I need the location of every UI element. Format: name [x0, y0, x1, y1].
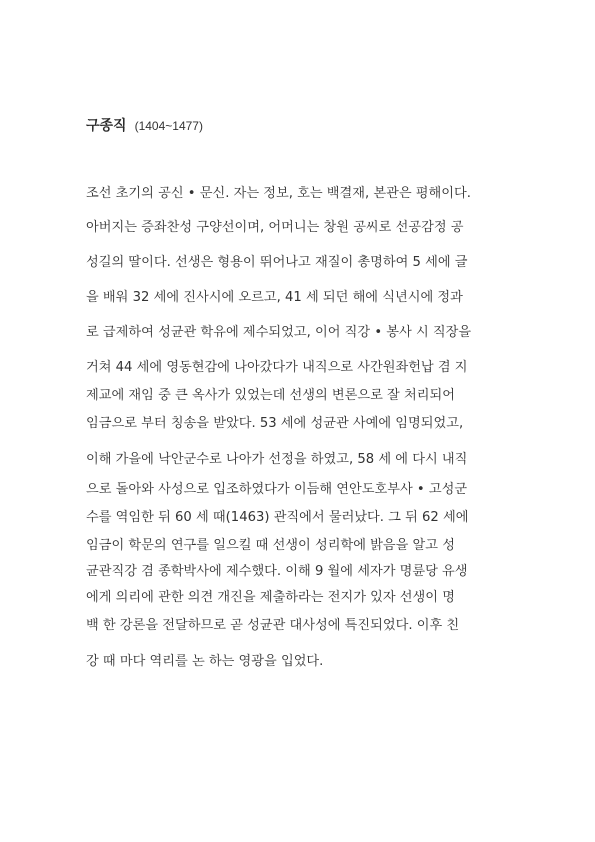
text-line: 에게 의리에 관한 의견 개진을 제출하라는 전지가 있자 선생이 명 [86, 590, 455, 605]
text-line: 을 배워 32 세에 진사시에 오르고, 41 세 되던 해에 식년시에 정과 [86, 290, 463, 305]
text-line: 성길의 딸이다. 선생은 형용이 뛰어나고 재질이 총명하여 5 세에 글 [86, 255, 468, 270]
text-line: 백 한 강론을 전달하므로 곧 성균관 대사성에 특진되었다. 이후 친 [86, 618, 460, 633]
text-line: 균관직강 겸 종학박사에 제수했다. 이해 9 월에 세자가 명륜당 유생 [86, 564, 468, 579]
life-years: (1404~1477) [134, 119, 203, 133]
text-line: 강 때 마다 역리를 논 하는 영광을 입었다. [86, 654, 324, 669]
person-name: 구종직 [86, 118, 127, 134]
text-line: 으로 돌아와 사성으로 입조하였다가 이듬해 연안도호부사 • 고성군 [86, 482, 468, 497]
text-line: 아버지는 증좌찬성 구양선이며, 어머니는 창원 공씨로 선공감정 공 [86, 220, 464, 235]
text-line: 로 급제하여 성균관 학유에 제수되었고, 이어 직강 • 봉사 시 직장을 [86, 325, 472, 340]
text-line: 제교에 재임 중 큰 옥사가 있었는데 선생의 변론으로 잘 처리되어 [86, 388, 455, 403]
text-line: 거쳐 44 세에 영동현감에 나아갔다가 내직으로 사간원좌헌납 겸 지 [86, 360, 468, 375]
text-line: 조선 초기의 공신 • 문신. 자는 정보, 호는 백결재, 본관은 평해이다. [86, 186, 471, 201]
text-line: 임금으로 부터 칭송을 받았다. 53 세에 성균관 사예에 임명되었고, [86, 416, 464, 431]
text-line: 임금이 학문의 연구를 일으킬 때 선생이 성리학에 밝음을 알고 성 [86, 538, 455, 553]
text-line: 이해 가을에 낙안군수로 나아가 선정을 하였고, 58 세 에 다시 내직 [86, 452, 468, 467]
text-line: 수를 역임한 뒤 60 세 때(1463) 관직에서 물러났다. 그 뒤 62 세에 [86, 510, 469, 525]
